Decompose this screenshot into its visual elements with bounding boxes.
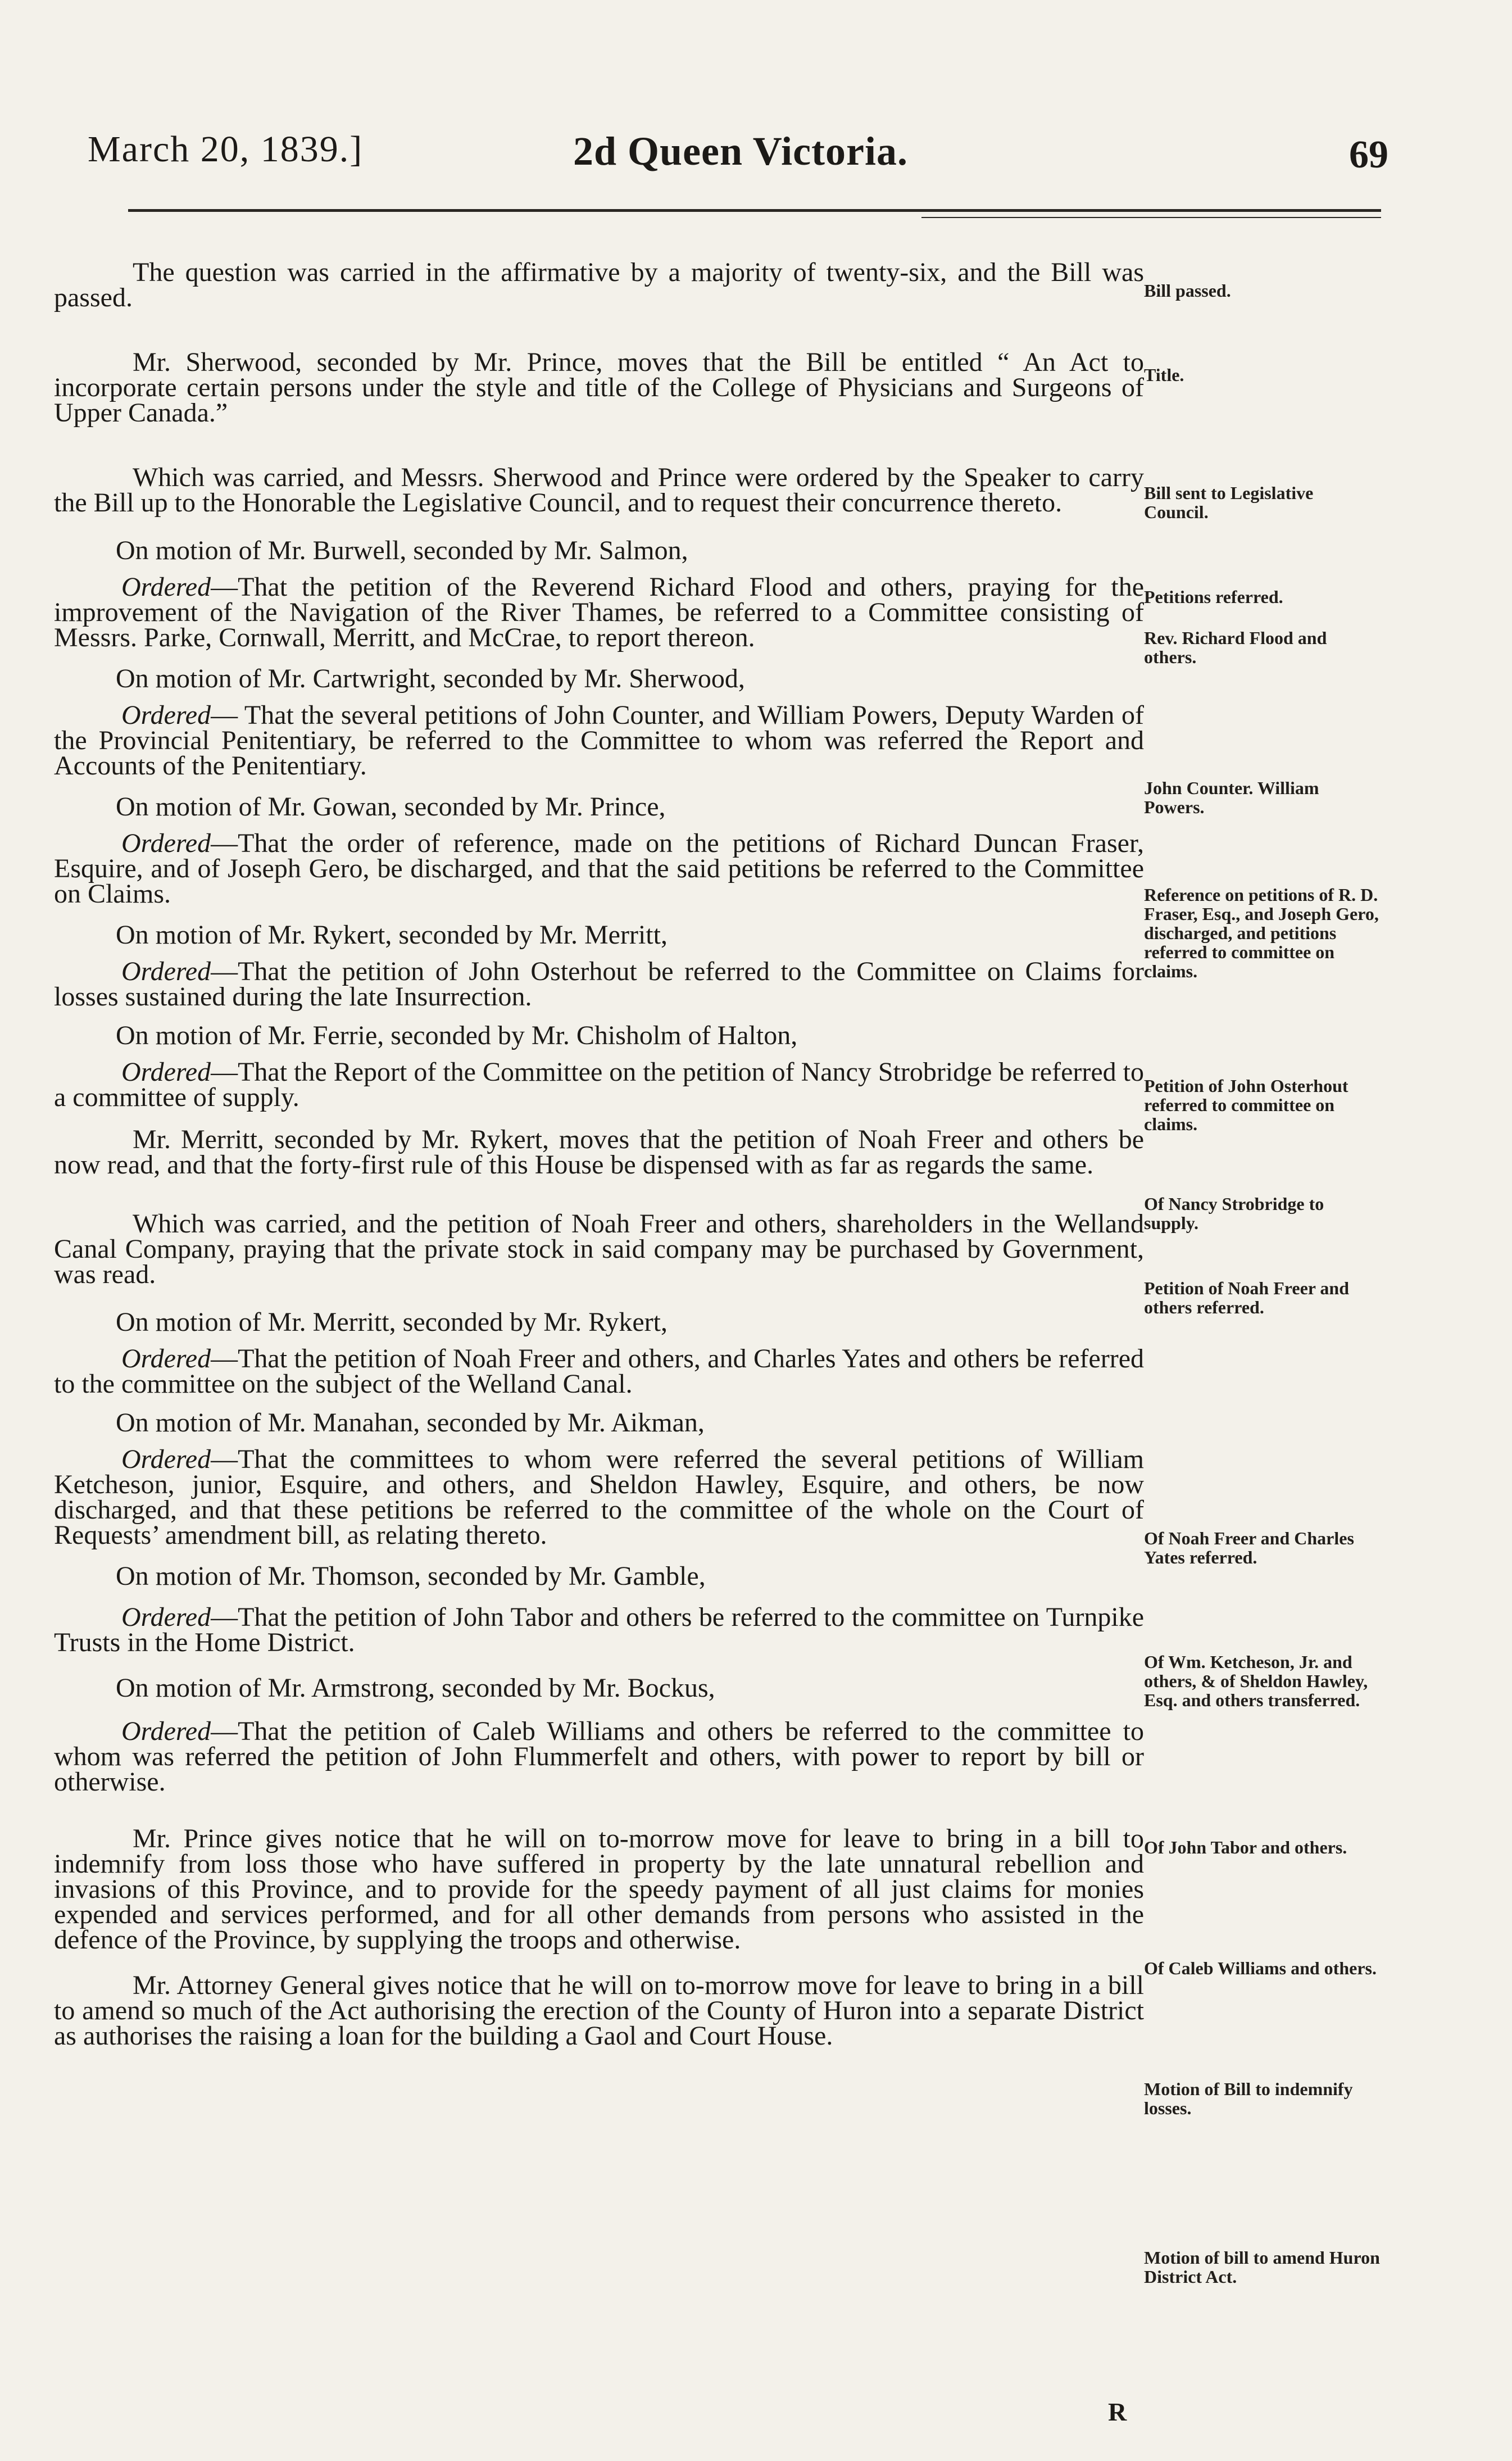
order-freer-yates: [54, 1346, 1144, 1397]
margin-note-indemnify: Motion of Bill to indemnify losses.: [1144, 2079, 1353, 2118]
margin-note-counter: John Counter. William Powers.: [1144, 778, 1319, 817]
order-text: —That the petition of Caleb Williams and others be referred to the committee to whom was referred the petition of John Flummerfelt and others, with power to report by bill or otherwise.: [54, 1716, 1144, 1797]
margin-note-osterhout: Petition of John Osterhout referred to committee on claims.: [1144, 1076, 1348, 1134]
motion-cartwright: On motion of Mr. Cartwright, seconded by Mr. Sherwood,: [116, 664, 745, 694]
header-rule: [128, 209, 1381, 212]
paragraph-bill-passed: The question was carried in the affirmative by a majority of twenty-six, and the Bill was passed.: [54, 257, 1144, 312]
margin-note-williams: Of Caleb Williams and others.: [1144, 1958, 1377, 1978]
paragraph-bill-sent: Which was carried, and Messrs. Sherwood and Prince were ordered by the Speaker to carry the Bill up to the Honorable the Legislative Council, and to request their concurrence thereto.: [54, 463, 1144, 518]
ordered-label: Ordered: [121, 572, 211, 602]
order-tabor: [54, 1602, 1144, 1657]
order-fraser: [54, 828, 1144, 909]
order-text: — That the several petitions of John Counter, and William Powers, Deputy Warden of the Provincial Penitentiary, be referred to the Committee to whom was referred the Report and Accounts of the Penitentiary.: [54, 700, 1144, 781]
margin-note-freer: Petition of Noah Freer and others referred.: [1144, 1278, 1349, 1317]
margin-note-fraser-gero: Reference on petitions of R. D. Fraser, Esq., and Joseph Gero, discharged, and petitions referred to committee on claims.: [1144, 885, 1379, 981]
paragraph-freer-read: Which was carried, and the petition of Noah Freer and others, shareholders in the Welland Canal Company, praying that the private stock in said company may be purchased by Government, was read.: [54, 1209, 1144, 1289]
header-rule-short: [921, 217, 1381, 218]
ordered-label: Ordered: [121, 1057, 211, 1087]
order-flood: [54, 574, 1144, 650]
order-text: —That the Report of the Committee on the petition of Nancy Strobridge be referred to a committee of supply.: [54, 1057, 1144, 1112]
notice-attorney-general: Mr. Attorney General gives notice that he will on to-morrow move for leave to bring in a bill to amend so much of the Act authorising the erection of the County of Huron into a separate District as authorises the raising a loan for the building a Gaol and Court House.: [54, 1970, 1144, 2051]
motion-thomson: On motion of Mr. Thomson, seconded by Mr. Gamble,: [116, 1561, 706, 1591]
signature-mark: R: [1108, 2397, 1127, 2426]
margin-note-title: Title.: [1144, 365, 1184, 385]
page-number: 69: [1349, 133, 1388, 176]
paragraph-freer-motion: Mr. Merritt, seconded by Mr. Rykert, moves that the petition of Noah Freer and others be now read, and that the forty-first rule of this House be dispensed with as far as regards the same.: [54, 1125, 1144, 1180]
motion-armstrong: On motion of Mr. Armstrong, seconded by Mr. Bockus,: [116, 1673, 715, 1703]
body-text: [54, 257, 1144, 2051]
order-williams: [54, 1716, 1144, 1797]
paragraph-title-motion: Mr. Sherwood, seconded by Mr. Prince, moves that the Bill be entitled “ An Act to incorporate certain persons under the style and title of the College of Physicians and Surgeons of Upper Canada.”: [54, 347, 1144, 428]
running-header: [84, 128, 1388, 190]
order-text: —That the petition of John Osterhout be referred to the Committee on Claims for losses sustained during the late Insurrection.: [54, 957, 1144, 1012]
order-text: —That the committees to whom were referred the several petitions of William Ketcheson, junior, Esquire, and others, and Sheldon Hawley, Esquire, and others, be now discharged, and that these petitions be referred to the committee of the whole on the Court of Requests’ amendment bill, as relating thereto.: [54, 1444, 1144, 1550]
margin-note-huron: Motion of bill to amend Huron District Act.: [1144, 2247, 1380, 2287]
ordered-label: Ordered: [121, 1716, 211, 1746]
ordered-label: Ordered: [121, 1444, 211, 1474]
ordered-label: Ordered: [121, 1602, 211, 1632]
ordered-label: Ordered: [121, 1344, 211, 1374]
margin-note-petitions-referred: Petitions referred.: [1144, 587, 1283, 607]
order-text: —That the petition of the Reverend Richard Flood and others, praying for the improvement of the Navigation of the River Thames, be referred to a Committee consisting of Messrs. Parke, Cornwall, Merritt, and McCrae, to report thereon.: [54, 572, 1144, 652]
margin-note-freer-yates: Of Noah Freer and Charles Yates referred.: [1144, 1528, 1354, 1567]
header-session: 2d Queen Victoria.: [573, 129, 908, 174]
margin-note-bill-passed: Bill passed.: [1144, 280, 1231, 301]
margin-note-strobridge: Of Nancy Strobridge to supply.: [1144, 1194, 1324, 1233]
order-osterhout: [54, 957, 1144, 1012]
motion-gowan: On motion of Mr. Gowan, seconded by Mr. Prince,: [116, 792, 666, 822]
order-text: —That the order of reference, made on the petitions of Richard Duncan Fraser, Esquire, and of Joseph Gero, be discharged, and that the said petitions be referred to the Committee on Claims.: [54, 828, 1144, 909]
notice-prince: Mr. Prince gives notice that he will on to-morrow move for leave to bring in a bill to indemnify from loss those who have suffered in property by the late unnatural rebellion and invasions of this Province, and to provide for the speedy payment of all just claims for monies expended and services performed, and for all other demands from persons who assisted in the defence of the Province, by supplying the troops and otherwise.: [54, 1824, 1144, 1955]
ordered-label: Ordered: [121, 700, 211, 730]
order-counter: [54, 700, 1144, 781]
motion-manahan: On motion of Mr. Manahan, seconded by Mr. Aikman,: [116, 1408, 705, 1438]
ordered-label: Ordered: [121, 957, 211, 986]
margin-note-tabor: Of John Tabor and others.: [1144, 1837, 1347, 1857]
motion-burwell: On motion of Mr. Burwell, seconded by Mr. Salmon,: [116, 536, 688, 565]
margin-note-ketcheson: Of Wm. Ketcheson, Jr. and others, & of Sheldon Hawley, Esq. and others transferred.: [1144, 1652, 1368, 1710]
order-text: —That the petition of John Tabor and others be referred to the committee on Turnpike Trusts in the Home District.: [54, 1602, 1144, 1657]
order-ketcheson: [54, 1444, 1144, 1550]
order-text: —That the petition of Noah Freer and others, and Charles Yates and others be referred to the committee on the subject of the Welland Canal.: [54, 1344, 1144, 1399]
motion-merritt: On motion of Mr. Merritt, seconded by Mr. Rykert,: [116, 1307, 668, 1337]
header-date: March 20, 1839.]: [88, 129, 364, 170]
margin-note-bill-sent: Bill sent to Legislative Council.: [1144, 483, 1314, 522]
ordered-label: Ordered: [121, 828, 211, 858]
order-strobridge: [54, 1059, 1144, 1110]
motion-ferrie: On motion of Mr. Ferrie, seconded by Mr. Chisholm of Halton,: [116, 1021, 798, 1050]
margin-note-flood: Rev. Richard Flood and others.: [1144, 628, 1327, 667]
motion-rykert: On motion of Mr. Rykert, seconded by Mr. Merritt,: [116, 920, 668, 950]
